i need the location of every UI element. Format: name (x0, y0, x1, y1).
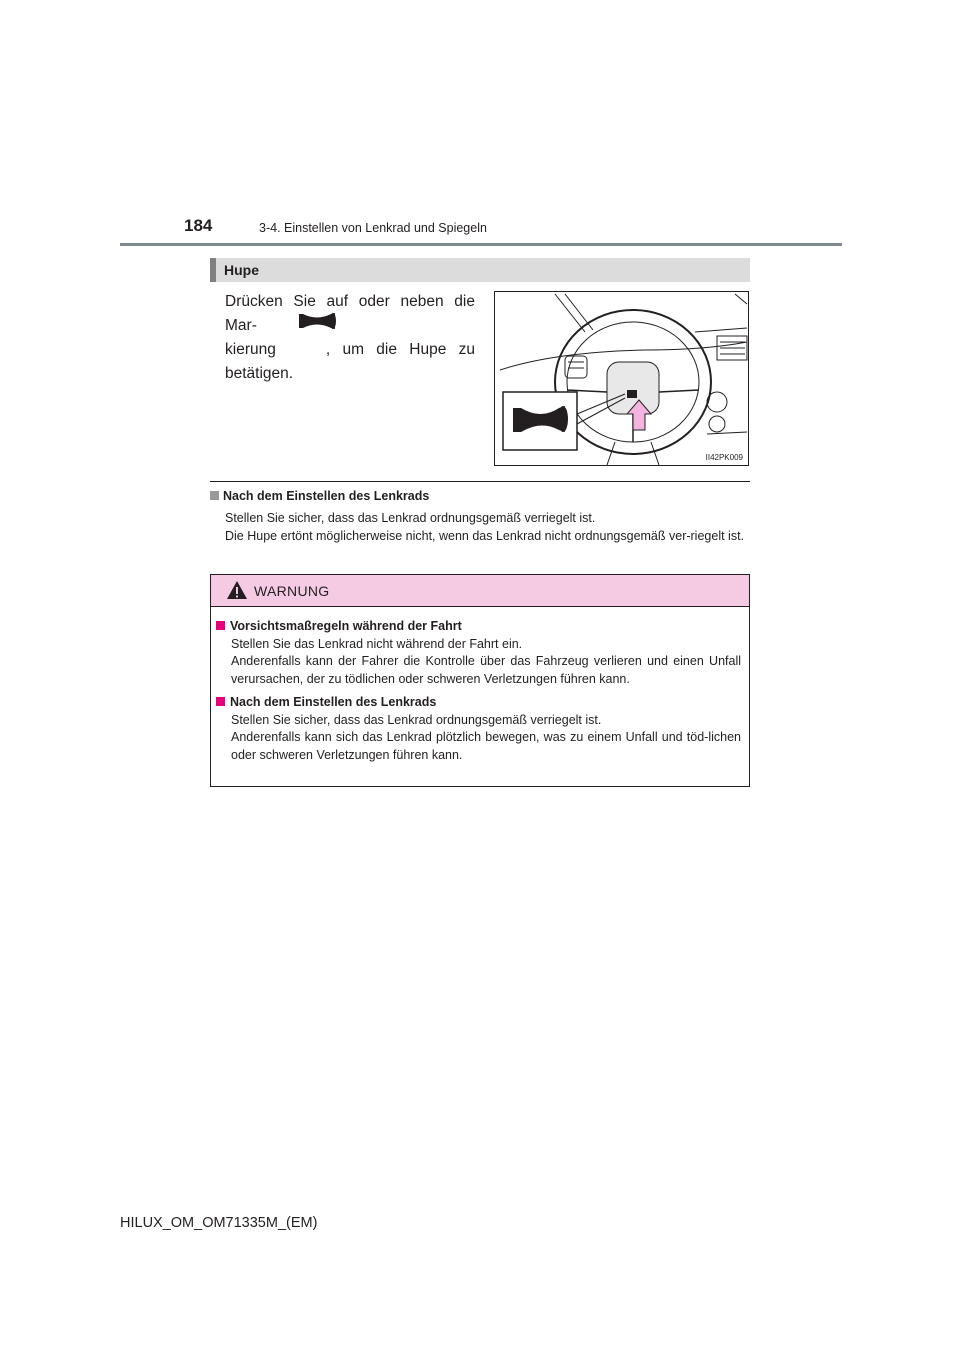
section-rule (210, 481, 750, 482)
warning-bullet-icon (216, 697, 225, 706)
footer-doc-id: HILUX_OM_OM71335M_(EM) (120, 1215, 318, 1231)
warning-item-line: Stellen Sie das Lenkrad nicht während der Fahrt ein. (231, 636, 523, 651)
warning-item-line: Stellen Sie sicher, dass das Lenkrad ordnungsgemäß verriegelt ist. (231, 712, 602, 727)
warning-list (216, 618, 741, 770)
warning-item-heading: Vorsichtsmaßregeln während der Fahrt (230, 619, 462, 633)
intro-line-1: Drücken Sie auf oder neben die Mar- (225, 293, 475, 334)
warning-box (210, 574, 750, 787)
warning-item-line: Anderenfalls kann der Fahrer die Kontrolle über das Fahrzeug verlieren und einen Unfall verursachen, der zu tödlichen oder schweren Verletzungen führen kann. (231, 654, 741, 686)
warning-item-line: Anderenfalls kann sich das Lenkrad plötzlich bewegen, was zu einem Unfall und töd-lichen oder schweren Verletzungen führen kann. (231, 730, 741, 762)
steering-wheel-figure (494, 291, 749, 466)
header-rule (120, 243, 842, 246)
warning-item (216, 694, 741, 764)
figure-code: II42PK009 (705, 453, 743, 462)
warning-item-heading: Nach dem Einstellen des Lenkrads (230, 695, 437, 709)
note-body (225, 510, 745, 545)
topic-band (210, 258, 750, 282)
note-line-2: Die Hupe ertönt möglicherweise nicht, wenn das Lenkrad nicht ordnungsgemäß ver-riegelt ist. (225, 528, 745, 543)
warning-item (216, 618, 741, 688)
page-number: 184 (184, 216, 213, 235)
warning-header (211, 575, 749, 607)
warning-bullet-icon (216, 621, 225, 630)
note-line-1: Stellen Sie sicher, dass das Lenkrad ordnungsgemäß verriegelt ist. (225, 511, 596, 525)
section-title: 3-4. Einstellen von Lenkrad und Spiegeln (259, 221, 487, 235)
intro-text (225, 290, 475, 386)
band-marker (210, 258, 216, 282)
horn-icon (297, 310, 337, 332)
note-heading: Nach dem Einstellen des Lenkrads (210, 489, 429, 503)
warning-triangle-icon (226, 580, 248, 600)
steering-wheel-illustration (495, 292, 748, 465)
intro-line-2: kierung , um die Hupe zu (225, 341, 475, 358)
warning-title: WARNUNG (254, 583, 330, 599)
topic-title: Hupe (224, 262, 259, 278)
bullet-square-icon (210, 491, 219, 500)
intro-line-3: betätigen. (225, 365, 294, 382)
